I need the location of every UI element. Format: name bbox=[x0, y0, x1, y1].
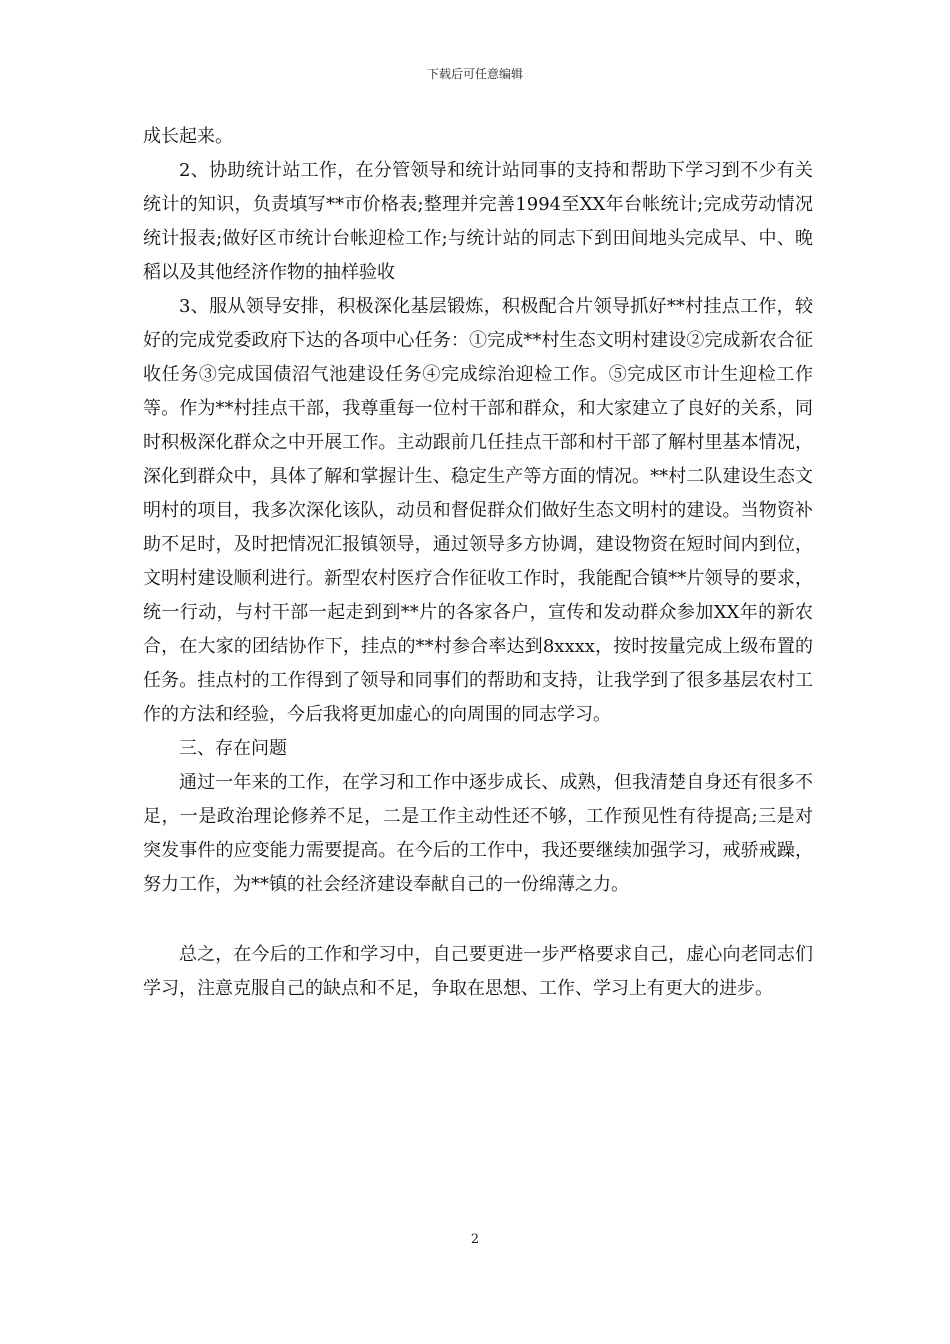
section-heading-problems: 三、存在问题 bbox=[179, 738, 287, 759]
page-header: 下载后可任意编辑 bbox=[426, 67, 523, 81]
paragraph-item-2: 2、协助统计站工作，在分管领导和统计站同事的支持和帮助下学习到不少有关统计的知识，负责填写**市价格表;整理并完善1994至XX年台帐统计;完成劳动情况统计报表;做好区市统计台帐迎检工作;与统计站的同志下到田间地头完成早、中、晚稻以及其他经济作物的抽样验收 bbox=[143, 160, 813, 283]
paragraph-continuation: 成长起来。 bbox=[143, 126, 233, 147]
paragraph-item-3: 3、服从领导安排，积极深化基层锻炼，积极配合片领导抓好**村挂点工作，较好的完成党委政府下达的各项中心任务：①完成**村生态文明村建设②完成新农合征收任务③完成国债沼气池建设任务④完成综治迎检工作。⑤完成区市计生迎检工作等。作为**村挂点干部，我尊重每一位村干部和群众，和大家建立了良好的关系，同时积极深化群众之中开展工作。主动跟前几任挂点干部和村干部了解村里基本情况，深化到群众中，具体了解和掌握计生、稳定生产等方面的情况。**村二队建设生态文明村的项目，我多次深化该队，动员和督促群众们做好生态文明村的建设。当物资补助不足时，及时把情况汇报镇领导，通过领导多方协调，建设物资在短时间内到位，文明村建设顺利进行。新型农村医疗合作征收工作时，我能配合镇**片领导的要求，统一行动，与村干部一起走到到**片的各家各户，宣传和发动群众参加XX年的新农合，在大家的团结协作下，挂点的**村参合率达到8xxxx，按时按量完成上级布置的任务。挂点村的工作得到了领导和同事们的帮助和支持，让我学到了很多基层农村工作的方法和经验，今后我将更加虚心的向周围的同志学习。 bbox=[143, 296, 813, 725]
page-number: 2 bbox=[470, 1232, 480, 1247]
document-body bbox=[143, 120, 813, 1006]
paragraph-spacer bbox=[143, 902, 813, 938]
paragraph-problems: 通过一年来的工作，在学习和工作中逐步成长、成熟，但我清楚自身还有很多不足，一是政治理论修养不足，二是工作主动性还不够，工作预见性有待提高;三是对突发事件的应变能力需要提高。在今后的工作中，我还要继续加强学习，戒骄戒躁，努力工作，为**镇的社会经济建设奉献自己的一份绵薄之力。 bbox=[143, 772, 813, 895]
paragraph-summary: 总之，在今后的工作和学习中，自己要更进一步严格要求自己，虚心向老同志们学习，注意克服自己的缺点和不足，争取在思想、工作、学习上有更大的进步。 bbox=[143, 944, 813, 999]
